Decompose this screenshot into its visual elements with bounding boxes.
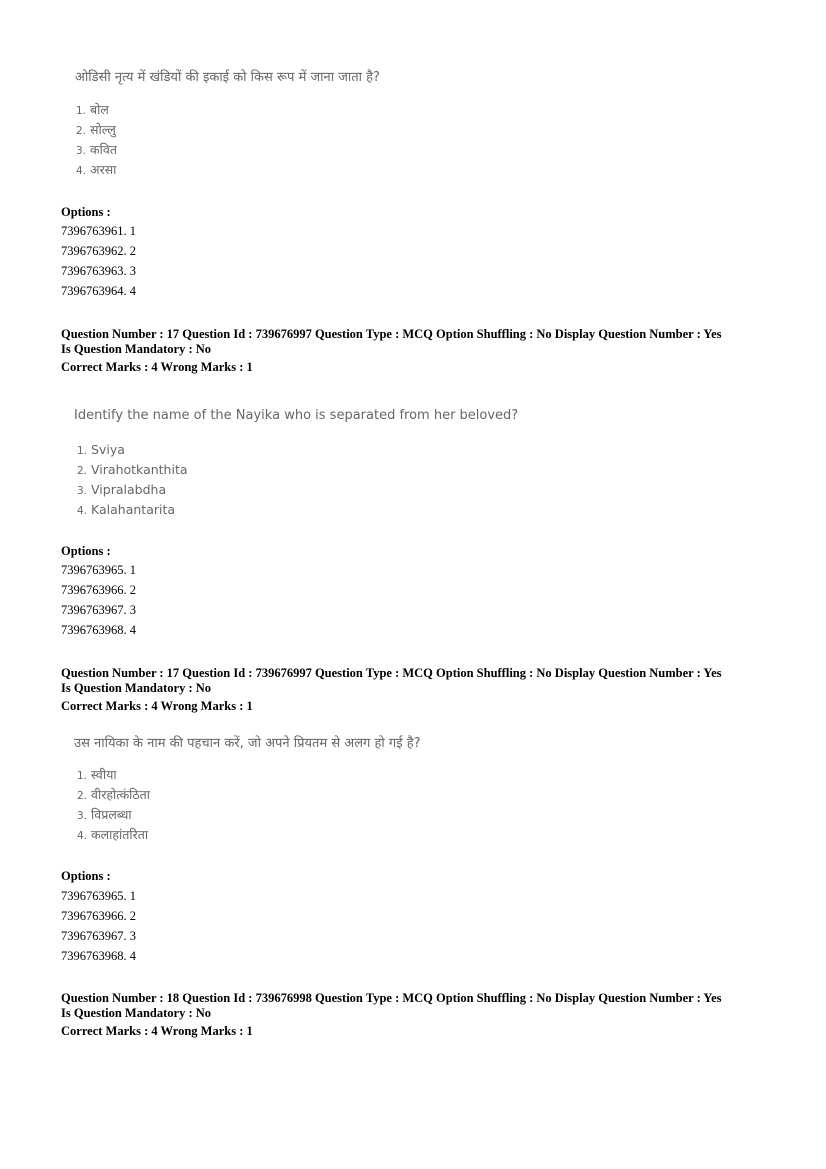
choice-number: 1. (76, 105, 87, 117)
question-meta-line: Question Number : 17 Question Id : 739676997 Question Type : MCQ Option Shuffling : No Display Question Number : Yes (61, 666, 722, 680)
choice-number: 3. (76, 145, 87, 157)
choice-number: 2. (77, 465, 88, 477)
question-text-english: Identify the name of the Nayika who is separated from her beloved? (74, 408, 519, 423)
option-id-line: 7396763968. 4 (61, 623, 136, 637)
choice-number: 1. (77, 770, 88, 782)
choice-text: Kalahantarita (91, 502, 176, 517)
choice-text: Sviya (91, 442, 125, 457)
choice-item (76, 141, 117, 158)
choice-number: 1. (77, 445, 88, 457)
choice-number: 4. (77, 830, 88, 842)
choice-text: विप्रलब्धा (91, 807, 132, 822)
choice-text: वीरहोत्कंठिता (91, 787, 151, 802)
choice-text: सोल्लु (90, 122, 116, 137)
options-heading: Options : (61, 544, 111, 558)
choice-number: 4. (77, 505, 88, 517)
choice-text: Vipralabdha (91, 482, 167, 497)
choice-text: स्वीया (91, 767, 117, 782)
choice-item (77, 826, 148, 843)
choice-item (76, 161, 116, 178)
question-marks-line: Correct Marks : 4 Wrong Marks : 1 (61, 1024, 253, 1038)
options-heading: Options : (61, 205, 111, 219)
choice-item (77, 806, 132, 823)
options-heading: Options : (61, 869, 111, 883)
question-mandatory-line: Is Question Mandatory : No (61, 1006, 212, 1020)
option-id-line: 7396763965. 1 (61, 563, 136, 577)
option-id-line: 7396763962. 2 (61, 244, 136, 258)
choice-item (77, 442, 125, 457)
option-id-line: 7396763963. 3 (61, 264, 136, 278)
choice-text: कलाहांतरिता (91, 827, 149, 842)
option-id-line: 7396763967. 3 (61, 929, 136, 943)
option-id-line: 7396763965. 1 (61, 889, 136, 903)
choice-item (76, 101, 109, 118)
question-meta-line: Question Number : 18 Question Id : 739676998 Question Type : MCQ Option Shuffling : No Display Question Number : Yes (61, 991, 722, 1005)
question-marks-line: Correct Marks : 4 Wrong Marks : 1 (61, 699, 253, 713)
choice-number: 2. (77, 790, 88, 802)
choice-item (77, 766, 117, 783)
choice-item (76, 121, 116, 138)
option-id-line: 7396763966. 2 (61, 583, 136, 597)
question-meta-line: Question Number : 17 Question Id : 739676997 Question Type : MCQ Option Shuffling : No Display Question Number : Yes (61, 327, 722, 341)
choice-item (77, 462, 188, 477)
question-mandatory-line: Is Question Mandatory : No (61, 681, 212, 695)
option-id-line: 7396763966. 2 (61, 909, 136, 923)
choice-text: कवित (90, 142, 117, 157)
option-id-line: 7396763961. 1 (61, 224, 136, 238)
question-text-hindi-odissi: ओडिसी नृत्य में खंडियों की इकाई को किस रूप में जाना जाता है? (75, 70, 380, 85)
choice-item (77, 786, 150, 803)
option-id-line: 7396763967. 3 (61, 603, 136, 617)
choice-number: 3. (77, 810, 88, 822)
choice-text: अरसा (90, 162, 117, 177)
question-mandatory-line: Is Question Mandatory : No (61, 342, 212, 356)
question-marks-line: Correct Marks : 4 Wrong Marks : 1 (61, 360, 253, 374)
choice-number: 2. (76, 125, 87, 137)
choice-text: Virahotkanthita (91, 462, 188, 477)
choice-item (77, 482, 166, 497)
question-text-hindi-nayika: उस नायिका के नाम की पहचान करें, जो अपने प्रियतम से अलग हो गई है? (74, 736, 421, 751)
choice-text: बोल (90, 102, 109, 117)
choice-number: 4. (76, 165, 87, 177)
option-id-line: 7396763964. 4 (61, 284, 136, 298)
choice-item (77, 502, 175, 517)
choice-number: 3. (77, 485, 88, 497)
option-id-line: 7396763968. 4 (61, 949, 136, 963)
